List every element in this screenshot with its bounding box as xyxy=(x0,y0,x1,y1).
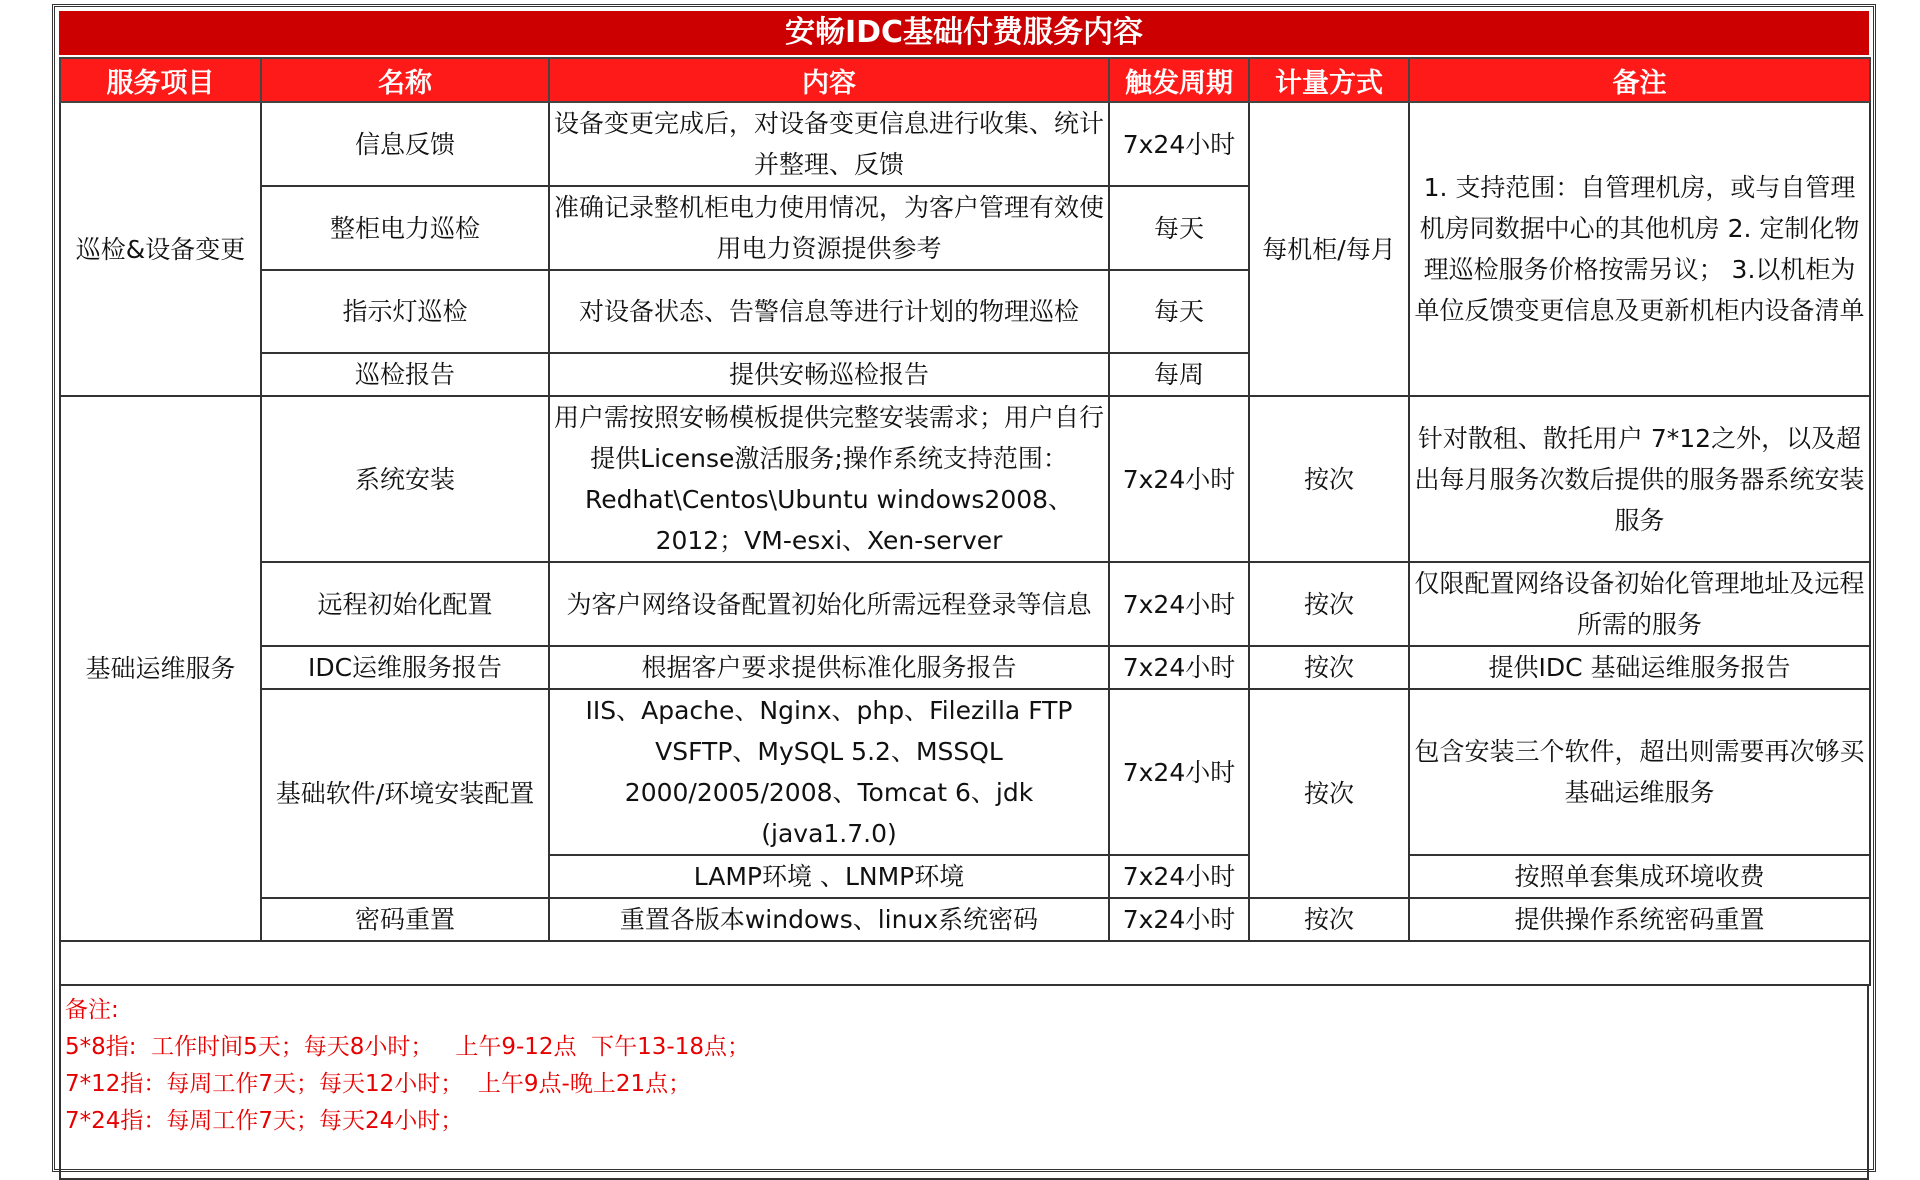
cycle-cell: 每天 xyxy=(1109,186,1249,270)
content-cell: 提供安畅巡检报告 xyxy=(549,353,1109,396)
cycle-cell: 7x24小时 xyxy=(1109,396,1249,562)
name-cell: 信息反馈 xyxy=(261,102,549,186)
measure-cell: 按次 xyxy=(1249,396,1409,562)
name-cell: 系统安装 xyxy=(261,396,549,562)
name-cell: 远程初始化配置 xyxy=(261,562,549,646)
name-cell: 巡检报告 xyxy=(261,353,549,396)
cycle-cell: 7x24小时 xyxy=(1109,898,1249,941)
cycle-cell: 7x24小时 xyxy=(1109,689,1249,855)
header-cycle: 触发周期 xyxy=(1109,58,1249,102)
measure-cell: 按次 xyxy=(1249,898,1409,941)
content-cell: 用户需按照安畅模板提供完整安装需求；用户自行提供License激活服务;操作系统支持范围：Redhat\Centos\Ubuntu windows2008、2012；VM-esxi、Xen-server xyxy=(549,396,1109,562)
notes-label: 备注: xyxy=(65,997,119,1023)
notes-block xyxy=(59,986,1869,1180)
measure-cell: 按次 xyxy=(1249,562,1409,646)
content-cell: 设备变更完成后，对设备变更信息进行收集、统计并整理、反馈 xyxy=(549,102,1109,186)
table-row xyxy=(60,898,1870,941)
header-remark: 备注 xyxy=(1409,58,1870,102)
header-service-item: 服务项目 xyxy=(60,58,261,102)
name-cell: 指示灯巡检 xyxy=(261,270,549,353)
header-measure: 计量方式 xyxy=(1249,58,1409,102)
measure-cell: 按次 xyxy=(1249,646,1409,689)
remark-cell: 提供IDC 基础运维服务报告 xyxy=(1409,646,1870,689)
content-cell: IIS、Apache、Nginx、php、Filezilla FTP VSFTP、MySQL 5.2、MSSQL 2000/2005/2008、Tomcat 6、jdk (java1.7.0) xyxy=(549,689,1109,855)
name-cell: 整柜电力巡检 xyxy=(261,186,549,270)
page-title: 安畅IDC基础付费服务内容 xyxy=(59,11,1869,57)
measure-cell: 按次 xyxy=(1249,689,1409,898)
document-frame xyxy=(52,4,1876,1172)
remark-cell: 仅限配置网络设备初始化管理地址及远程所需的服务 xyxy=(1409,562,1870,646)
measure-cell: 每机柜/每月 xyxy=(1249,102,1409,396)
table-row xyxy=(60,689,1870,855)
cycle-cell: 每天 xyxy=(1109,270,1249,353)
cycle-cell: 7x24小时 xyxy=(1109,102,1249,186)
notes-line-5x8: 5*8指: 工作时间5天；每天8小时； 上午9-12点 下午13-18点； xyxy=(65,1034,750,1060)
cycle-cell: 7x24小时 xyxy=(1109,855,1249,898)
content-cell: 对设备状态、告警信息等进行计划的物理巡检 xyxy=(549,270,1109,353)
service-table xyxy=(59,57,1871,986)
cycle-cell: 每周 xyxy=(1109,353,1249,396)
remark-cell: 针对散租、散托用户 7*12之外，以及超出每月服务次数后提供的服务器系统安装服务 xyxy=(1409,396,1870,562)
notes-line-7x12: 7*12指：每周工作7天；每天12小时； 上午9点-晚上21点； xyxy=(65,1071,692,1097)
cycle-cell: 7x24小时 xyxy=(1109,562,1249,646)
group-cell: 基础运维服务 xyxy=(60,396,261,941)
remark-cell: 按照单套集成环境收费 xyxy=(1409,855,1870,898)
table-row xyxy=(60,562,1870,646)
table-row xyxy=(60,102,1870,186)
header-content: 内容 xyxy=(549,58,1109,102)
table-row xyxy=(60,396,1870,562)
content-cell: 准确记录整机柜电力使用情况，为客户管理有效使用电力资源提供参考 xyxy=(549,186,1109,270)
name-cell: IDC运维服务报告 xyxy=(261,646,549,689)
name-cell: 密码重置 xyxy=(261,898,549,941)
blank-cell xyxy=(60,941,1870,985)
blank-row xyxy=(60,941,1870,985)
header-name: 名称 xyxy=(261,58,549,102)
notes-line-7x24: 7*24指：每周工作7天；每天24小时； xyxy=(65,1108,464,1134)
service-sheet xyxy=(59,11,1869,1180)
header-row xyxy=(60,58,1870,102)
content-cell: LAMP环境 、LNMP环境 xyxy=(549,855,1109,898)
content-cell: 为客户网络设备配置初始化所需远程登录等信息 xyxy=(549,562,1109,646)
group-cell: 巡检&设备变更 xyxy=(60,102,261,396)
content-cell: 重置各版本windows、linux系统密码 xyxy=(549,898,1109,941)
remark-cell: 1. 支持范围：自管理机房，或与自管理机房同数据中心的其他机房 2. 定制化物理巡检服务价格按需另议； 3.以机柜为单位反馈变更信息及更新机柜内设备清单 xyxy=(1409,102,1870,396)
remark-cell: 提供操作系统密码重置 xyxy=(1409,898,1870,941)
name-cell: 基础软件/环境安装配置 xyxy=(261,689,549,898)
remark-cell: 包含安装三个软件，超出则需要再次够买基础运维服务 xyxy=(1409,689,1870,855)
cycle-cell: 7x24小时 xyxy=(1109,646,1249,689)
content-cell: 根据客户要求提供标准化服务报告 xyxy=(549,646,1109,689)
table-row xyxy=(60,646,1870,689)
